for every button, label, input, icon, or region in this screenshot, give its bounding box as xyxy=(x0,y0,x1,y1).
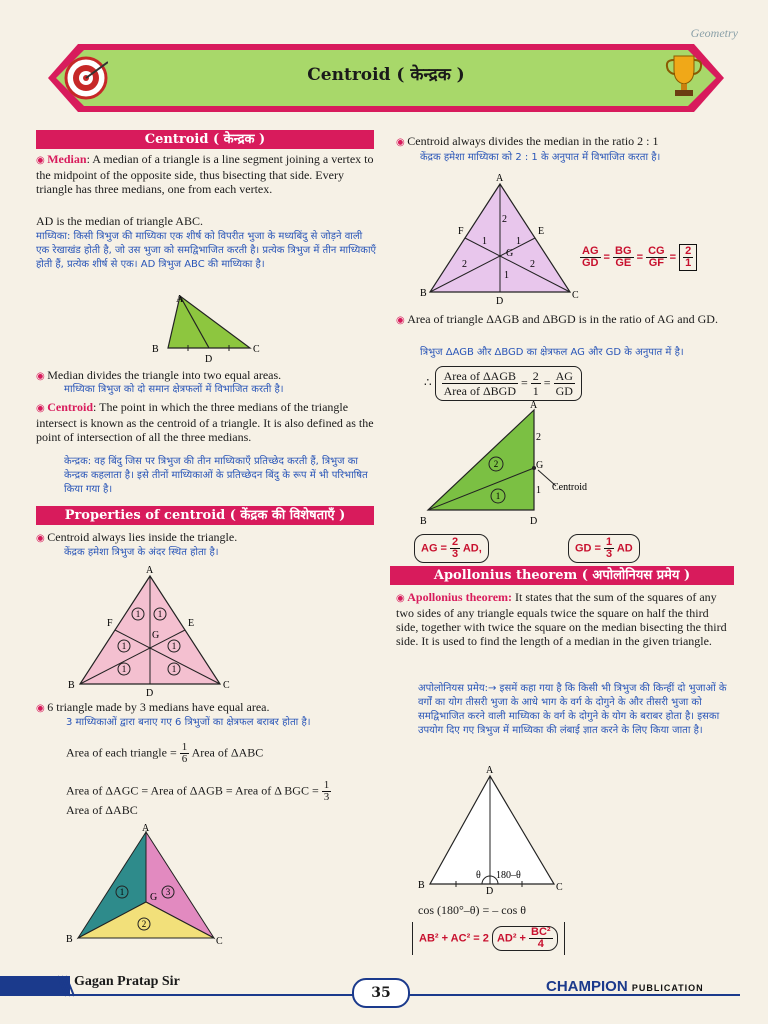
fig2-label-d: D xyxy=(146,688,154,698)
area-each-fraction xyxy=(180,742,190,765)
gd-equation xyxy=(568,534,640,563)
frac-num: 2 xyxy=(452,536,459,548)
fig5-centroid-label: Centroid xyxy=(552,482,587,493)
fig5-label-b: B xyxy=(420,516,427,527)
fig4-label-b: B xyxy=(420,288,427,299)
three-colored-triangles-figure xyxy=(64,822,234,952)
centroid-label: Centroid xyxy=(47,400,94,414)
ag-equation xyxy=(414,534,489,563)
fig6-angle: 180–θ xyxy=(496,870,521,881)
frac-den: 1 xyxy=(532,384,539,398)
area-ratio-equation xyxy=(424,366,582,401)
therefore-symbol: ∴ xyxy=(424,375,432,390)
ag-frac xyxy=(450,537,460,560)
centroid-ratio-figure xyxy=(416,398,616,528)
bullet-icon: ◉ xyxy=(396,137,408,148)
apollonius-equation xyxy=(412,922,565,955)
fig4-seg-1: 1 xyxy=(504,270,509,281)
median-example: AD is the median of triangle ABC. xyxy=(36,214,203,228)
fig4-seg-2: 2 xyxy=(502,214,507,225)
gd-lhs: GD = xyxy=(575,542,601,555)
apollonius-frac xyxy=(529,927,553,950)
frac-num: 1 xyxy=(606,536,613,548)
area-ratio-frac-1 xyxy=(442,369,518,398)
area-three-fraction xyxy=(322,780,332,803)
fig4-label-g: G xyxy=(506,248,514,259)
fig5-label-d: D xyxy=(530,516,538,527)
fig3-label-g: G xyxy=(150,892,158,903)
fig2-label-b: B xyxy=(68,680,75,691)
ratio-equation: $\frac{AG}{GD}$ = $\frac{BG}{GE}$ = $\frac{CG}{GF}$ = $\frac{2}{1}$ xyxy=(580,244,697,271)
frac-num: BC² xyxy=(531,926,551,938)
fig2-region-label: 1 xyxy=(157,609,163,619)
apollonius-definition xyxy=(396,590,732,648)
frac-den: 6 xyxy=(181,753,188,765)
frac-den: 1 xyxy=(685,257,692,269)
frac-den: GF xyxy=(648,257,664,269)
median-area-hindi: माध्यिका त्रिभुज को दो समान क्षेत्रफलों में विभाजित करती है। xyxy=(64,384,284,395)
fig3-label-c: C xyxy=(216,936,223,947)
frac-den: GD xyxy=(555,384,573,398)
apollonius-ad: AD² + xyxy=(496,932,526,945)
property-six-text: 6 triangle made by 3 medians have equal area. xyxy=(47,700,270,714)
section-heading-apollonius: Apollonius theorem ( अपोलोनियस प्रमेय ) xyxy=(390,566,734,585)
area-each-post: Area of ΔABC xyxy=(191,745,264,760)
fig2-region-label: 1 xyxy=(121,641,127,651)
fig1-label-b: B xyxy=(152,344,159,355)
centroid-definition xyxy=(36,400,378,444)
ratio-frac-2 xyxy=(613,246,634,269)
apollonius-text: It states that the sum of the squares of any two sides of any triangle equals twice the square on half the third side, together with twice the square on the median bisecting the third side. It is used to find the length of a median in the given triangle. xyxy=(396,590,727,648)
frac-den: GD xyxy=(582,257,599,269)
median-text: : A median of a triangle is a line segment joining a vertex to the midpoint of the opposite side, thus bisecting that side. Every triangle has three medians, one from each vertex. xyxy=(36,152,374,196)
ratio-statement xyxy=(396,134,746,150)
frac-num: 1 xyxy=(181,741,188,753)
area-each-equation xyxy=(66,742,263,765)
ratio-frac-1 xyxy=(580,246,601,269)
triangle-area-hindi: त्रिभुज ΔAGB और ΔBGD का क्षेत्रफल AG और GD के अनुपात में है। xyxy=(420,347,684,358)
bullet-icon: ◉ xyxy=(36,403,48,414)
fig2-label-e: E xyxy=(188,618,195,629)
fig2-label-c: C xyxy=(223,680,230,691)
area-three-post: Area of ΔABC xyxy=(66,803,138,817)
fig5-label-g: G xyxy=(536,460,544,471)
fig4-seg-1: 1 xyxy=(482,236,487,247)
fig2-region-label: 1 xyxy=(135,609,141,619)
fig4-seg-2: 2 xyxy=(530,259,535,270)
fig5-region-1: 1 xyxy=(495,491,501,501)
fig4-seg-2: 2 xyxy=(462,259,467,270)
median-definition xyxy=(36,152,378,196)
frac-num: BG xyxy=(615,245,632,257)
fig1-label-c: C xyxy=(253,344,260,355)
fig2-region-label: 1 xyxy=(171,664,177,674)
area-each-pre: Area of each triangle = xyxy=(66,745,177,760)
fig4-label-d: D xyxy=(496,296,504,307)
fig4-label-c: C xyxy=(572,290,579,301)
fig4-label-e: E xyxy=(538,226,545,237)
fig6-theta: θ xyxy=(476,870,481,881)
fig2-label-a: A xyxy=(146,565,154,576)
fig2-label-f: F xyxy=(107,618,113,629)
bullet-icon: ◉ xyxy=(36,533,48,544)
frac-den: 3 xyxy=(452,548,459,560)
frac-num: Area of ΔAGB xyxy=(443,369,517,383)
subject-label: Geometry xyxy=(690,26,738,40)
fig6-label-b: B xyxy=(418,880,425,891)
frac-num: AG xyxy=(582,245,599,257)
apollonius-hindi: अपोलोनियस प्रमेय:→ इसमें कहा गया है कि किसी भी त्रिभुज की किन्हीं दो भुजाओं के वर्गों का योग तीसरी भुजा के आधे भाग के वर्ग के दोगुने के और तीसरी भुजा को समद्विभाजित करने वाली माध्यिका के वर्ग के दोगुने के योग के बराबर होता है। इसका उपयोग दिए गए त्रिभुज में माध्यिका की लंबाई ज्ञात करने के लिए किया जाता है। xyxy=(418,683,727,736)
fig5-region-2: 2 xyxy=(493,459,499,469)
fig2-region-label: 1 xyxy=(171,641,177,651)
fig3-label-a: A xyxy=(142,823,150,834)
apollonius-label: Apollonius theorem: xyxy=(407,590,513,604)
fig4-label-f: F xyxy=(458,226,464,237)
apollonius-figure xyxy=(416,764,576,894)
fig3-region-1: 1 xyxy=(119,887,125,897)
area-ratio-box: $\frac{\text{Area of ΔAGB}}{\text{Area of ΔBGD}}$ = $\frac{2}{1}$ = $\frac{AG}{GD}$ xyxy=(435,366,582,401)
bullet-icon: ◉ xyxy=(396,593,408,604)
property-six-hindi: 3 माध्यिकाओं द्वारा बनाए गए 6 त्रिभुजों का क्षेत्रफल बराबर होता है। xyxy=(66,717,311,728)
fig5-seg-1: 1 xyxy=(536,485,541,496)
fig2-label-g: G xyxy=(152,630,160,641)
ratio-hindi: केंद्रक हमेशा माध्यिका को 2 : 1 के अनुपात में विभाजित करता है। xyxy=(420,152,661,163)
publisher-logo xyxy=(546,978,704,995)
frac-num: CG xyxy=(648,245,665,257)
area-ratio-frac-2 xyxy=(531,369,541,398)
bullet-icon: ◉ xyxy=(396,315,408,326)
ratio-frac-3 xyxy=(646,246,667,269)
median-area-text: Median divides the triangle into two equal areas. xyxy=(47,368,282,382)
fig3-region-2: 2 xyxy=(141,919,147,929)
fig1-label-d: D xyxy=(205,354,213,365)
fig6-label-d: D xyxy=(486,886,494,894)
property-six-triangles xyxy=(36,700,378,716)
area-three-text: Area of ΔAGC = Area of ΔAGB = Area of Δ BGC = xyxy=(66,783,319,798)
property-inside-hindi: केंद्रक हमेशा त्रिभुज के अंदर स्थित होता है। xyxy=(64,547,219,558)
bullet-icon: ◉ xyxy=(36,155,48,166)
frac-num: 1 xyxy=(323,779,330,791)
frac-num: AG xyxy=(555,369,573,383)
frac-den: Area of ΔBGD xyxy=(443,384,517,398)
property-inside xyxy=(36,530,378,546)
publisher-sub: PUBLICATION xyxy=(631,983,704,993)
ag-lhs: AG = xyxy=(421,542,447,555)
publisher-name: CHAMPION xyxy=(546,978,628,995)
author-name: Gagan Pratap Sir xyxy=(74,974,180,989)
section-heading-centroid: Centroid ( केन्द्रक ) xyxy=(36,130,374,149)
property-inside-text: Centroid always lies inside the triangle. xyxy=(47,530,238,544)
frac-num: 2 xyxy=(685,245,692,257)
frac-den: GE xyxy=(615,257,632,269)
fig1-label-a: A xyxy=(176,294,184,305)
frac-den: 3 xyxy=(606,548,613,560)
area-three-equation xyxy=(66,780,376,818)
fig4-seg-1: 1 xyxy=(516,236,521,247)
fig5-label-a: A xyxy=(530,400,538,411)
fig3-region-3: 3 xyxy=(165,887,171,897)
cos-identity: cos (180°–θ) = – cos θ xyxy=(418,903,527,917)
area-ratio-frac-3 xyxy=(554,369,575,398)
title-banner xyxy=(38,40,734,116)
median-label: Median xyxy=(47,152,87,166)
page-number: 35 xyxy=(352,978,410,1008)
ratio-figure xyxy=(420,172,590,308)
bullet-icon: ◉ xyxy=(36,703,48,714)
fig5-seg-2: 2 xyxy=(536,432,541,443)
ratio-frac-result xyxy=(679,244,697,271)
ag-rhs: AD, xyxy=(462,542,482,555)
fig2-region-label: 1 xyxy=(121,664,127,674)
apollonius-lhs: AB² + AC² = 2 xyxy=(419,932,489,945)
fig6-label-a: A xyxy=(486,765,494,776)
frac-den: 3 xyxy=(323,791,330,803)
section-heading-properties: Properties of centroid ( केंद्रक की विशेषताएँ ) xyxy=(36,506,374,525)
frac-den: 4 xyxy=(537,938,544,950)
ratio-text: Centroid always divides the median in the ratio 2 : 1 xyxy=(407,134,659,148)
median-hindi: माध्यिका: किसी त्रिभुज की माध्यिका एक शीर्ष को विपरीत भुजा के मध्यबिंदु से जोड़ने वाली एक रेखाखंड होती है, जो उस भुजा को समद्विभाजित करती है। प्रत्येक त्रिभुज में तीन माध्यिकाएँ होती हैं, प्रत्येक शीर्ष से एक। AD त्रिभुज ABC की माध्यिका है। xyxy=(36,231,377,270)
gd-rhs: AD xyxy=(616,542,633,555)
triangle-area-text: Area of triangle ΔAGB and ΔBGD is in the ratio of AG and GD. xyxy=(407,312,718,326)
fig3-label-b: B xyxy=(66,934,73,945)
centroid-text: : The point in which the three medians of the triangle intersect is known as the centroid of a triangle. It is also defined as the point of intersection of all the three medians. xyxy=(36,400,374,444)
fig6-label-c: C xyxy=(556,882,563,893)
page-title: Centroid ( केन्द्रक ) xyxy=(307,65,465,85)
gd-frac xyxy=(604,537,614,560)
frac-num: 2 xyxy=(532,369,539,383)
centroid-hindi: केन्द्रक: वह बिंदु जिस पर त्रिभुज की तीन माध्यिकाएँ प्रतिच्छेद करती हैं, त्रिभुज का केन्द्रक कहलाता है। इसे तीनों माध्यिकाओं के प्रतिच्छेदन बिंदु के रूप में भी परिभाषित किया गया है। xyxy=(64,456,368,495)
fig4-label-a: A xyxy=(496,173,504,184)
median-figure xyxy=(150,292,270,366)
centroid-six-triangles-figure xyxy=(60,564,240,698)
bullet-icon: ◉ xyxy=(36,371,48,382)
apollonius-rhs-box xyxy=(492,926,558,951)
triangle-area-ratio xyxy=(396,312,740,328)
median-area-statement xyxy=(36,368,378,384)
